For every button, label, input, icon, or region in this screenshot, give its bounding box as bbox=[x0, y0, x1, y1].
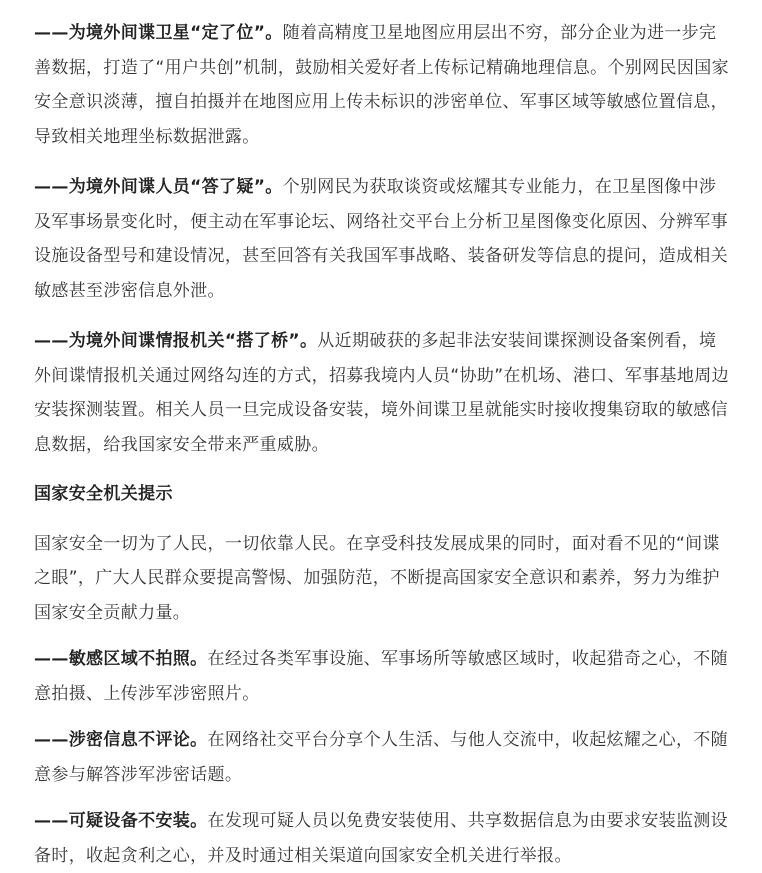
paragraph-text: 个别网民为获取谈资或炫耀其专业能力，在卫星图像中涉及军事场景变化时，便主动在军事论坛、网络社交平台上分析卫星图像变化原因、分辨军事设施设备型号和建设情况，甚至回答有关我国军事战略、装备研发等信息的提问，造成相关敏感甚至涉密信息外泄。 bbox=[34, 177, 728, 301]
tip-no-comments bbox=[34, 723, 732, 792]
tip-no-photos bbox=[34, 642, 732, 711]
paragraph-satellite-positioning bbox=[34, 16, 732, 154]
tip-text: 在网络社交平台分享个人生活、与他人交流中，收起炫耀之心，不随意参与解答涉军涉密话题。 bbox=[34, 730, 728, 785]
paragraph-text: 随着高精度卫星地图应用层出不穷，部分企业为进一步完善数据，打造了“用户共创”机制，鼓励相关爱好者上传标记精确地理信息。个别网民因国家安全意识淡薄，擅自拍摄并在地图应用上传未标识的涉密单位、军事区域等敏感位置信息，导致相关地理坐标数据泄露。 bbox=[34, 23, 729, 147]
paragraph-building-bridge bbox=[34, 324, 732, 462]
tip-text: 在经过各类军事设施、军事场所等敏感区域时，收起猎奇之心，不随意拍摄、上传涉军涉密照片。 bbox=[34, 649, 728, 704]
paragraph-answering-questions bbox=[34, 170, 732, 308]
section-heading: 国家安全机关提示 bbox=[34, 484, 173, 504]
paragraph-lead: ——为境外间谍情报机关“搭了桥”。 bbox=[34, 331, 318, 351]
tip-no-installation bbox=[34, 804, 732, 873]
paragraph-lead: ——为境外间谍人员“答了疑”。 bbox=[34, 177, 283, 197]
paragraph-text: 从近期破获的多起非法安装间谍探测设备案例看，境外间谍情报机关通过网络勾连的方式，招募我境内人员“协助”在机场、港口、军事基地周边安装探测装置。相关人员一旦完成设备安装，境外间谍卫星就能实时接收搜集窃取的敏感信息数据，给我国家安全带来严重威胁。 bbox=[34, 331, 729, 455]
tip-lead: ——涉密信息不评论。 bbox=[34, 730, 208, 750]
tip-lead: ——敏感区域不拍照。 bbox=[34, 649, 208, 669]
tip-text: 在发现可疑人员以免费安装使用、共享数据信息为由要求安装监测设备时，收起贪利之心，并及时通过相关渠道向国家安全机关进行举报。 bbox=[34, 811, 728, 866]
tip-lead: ——可疑设备不安装。 bbox=[34, 811, 208, 831]
intro-paragraph: 国家安全一切为了人民，一切依靠人民。在享受科技发展成果的同时，面对看不见的“间谍之眼”，广大人民群众要提高警惕、加强防范，不断提高国家安全意识和素养，努力为维护国家安全贡献力量。 bbox=[34, 533, 720, 623]
paragraph-lead: ——为境外间谍卫星“定了位”。 bbox=[34, 23, 283, 43]
